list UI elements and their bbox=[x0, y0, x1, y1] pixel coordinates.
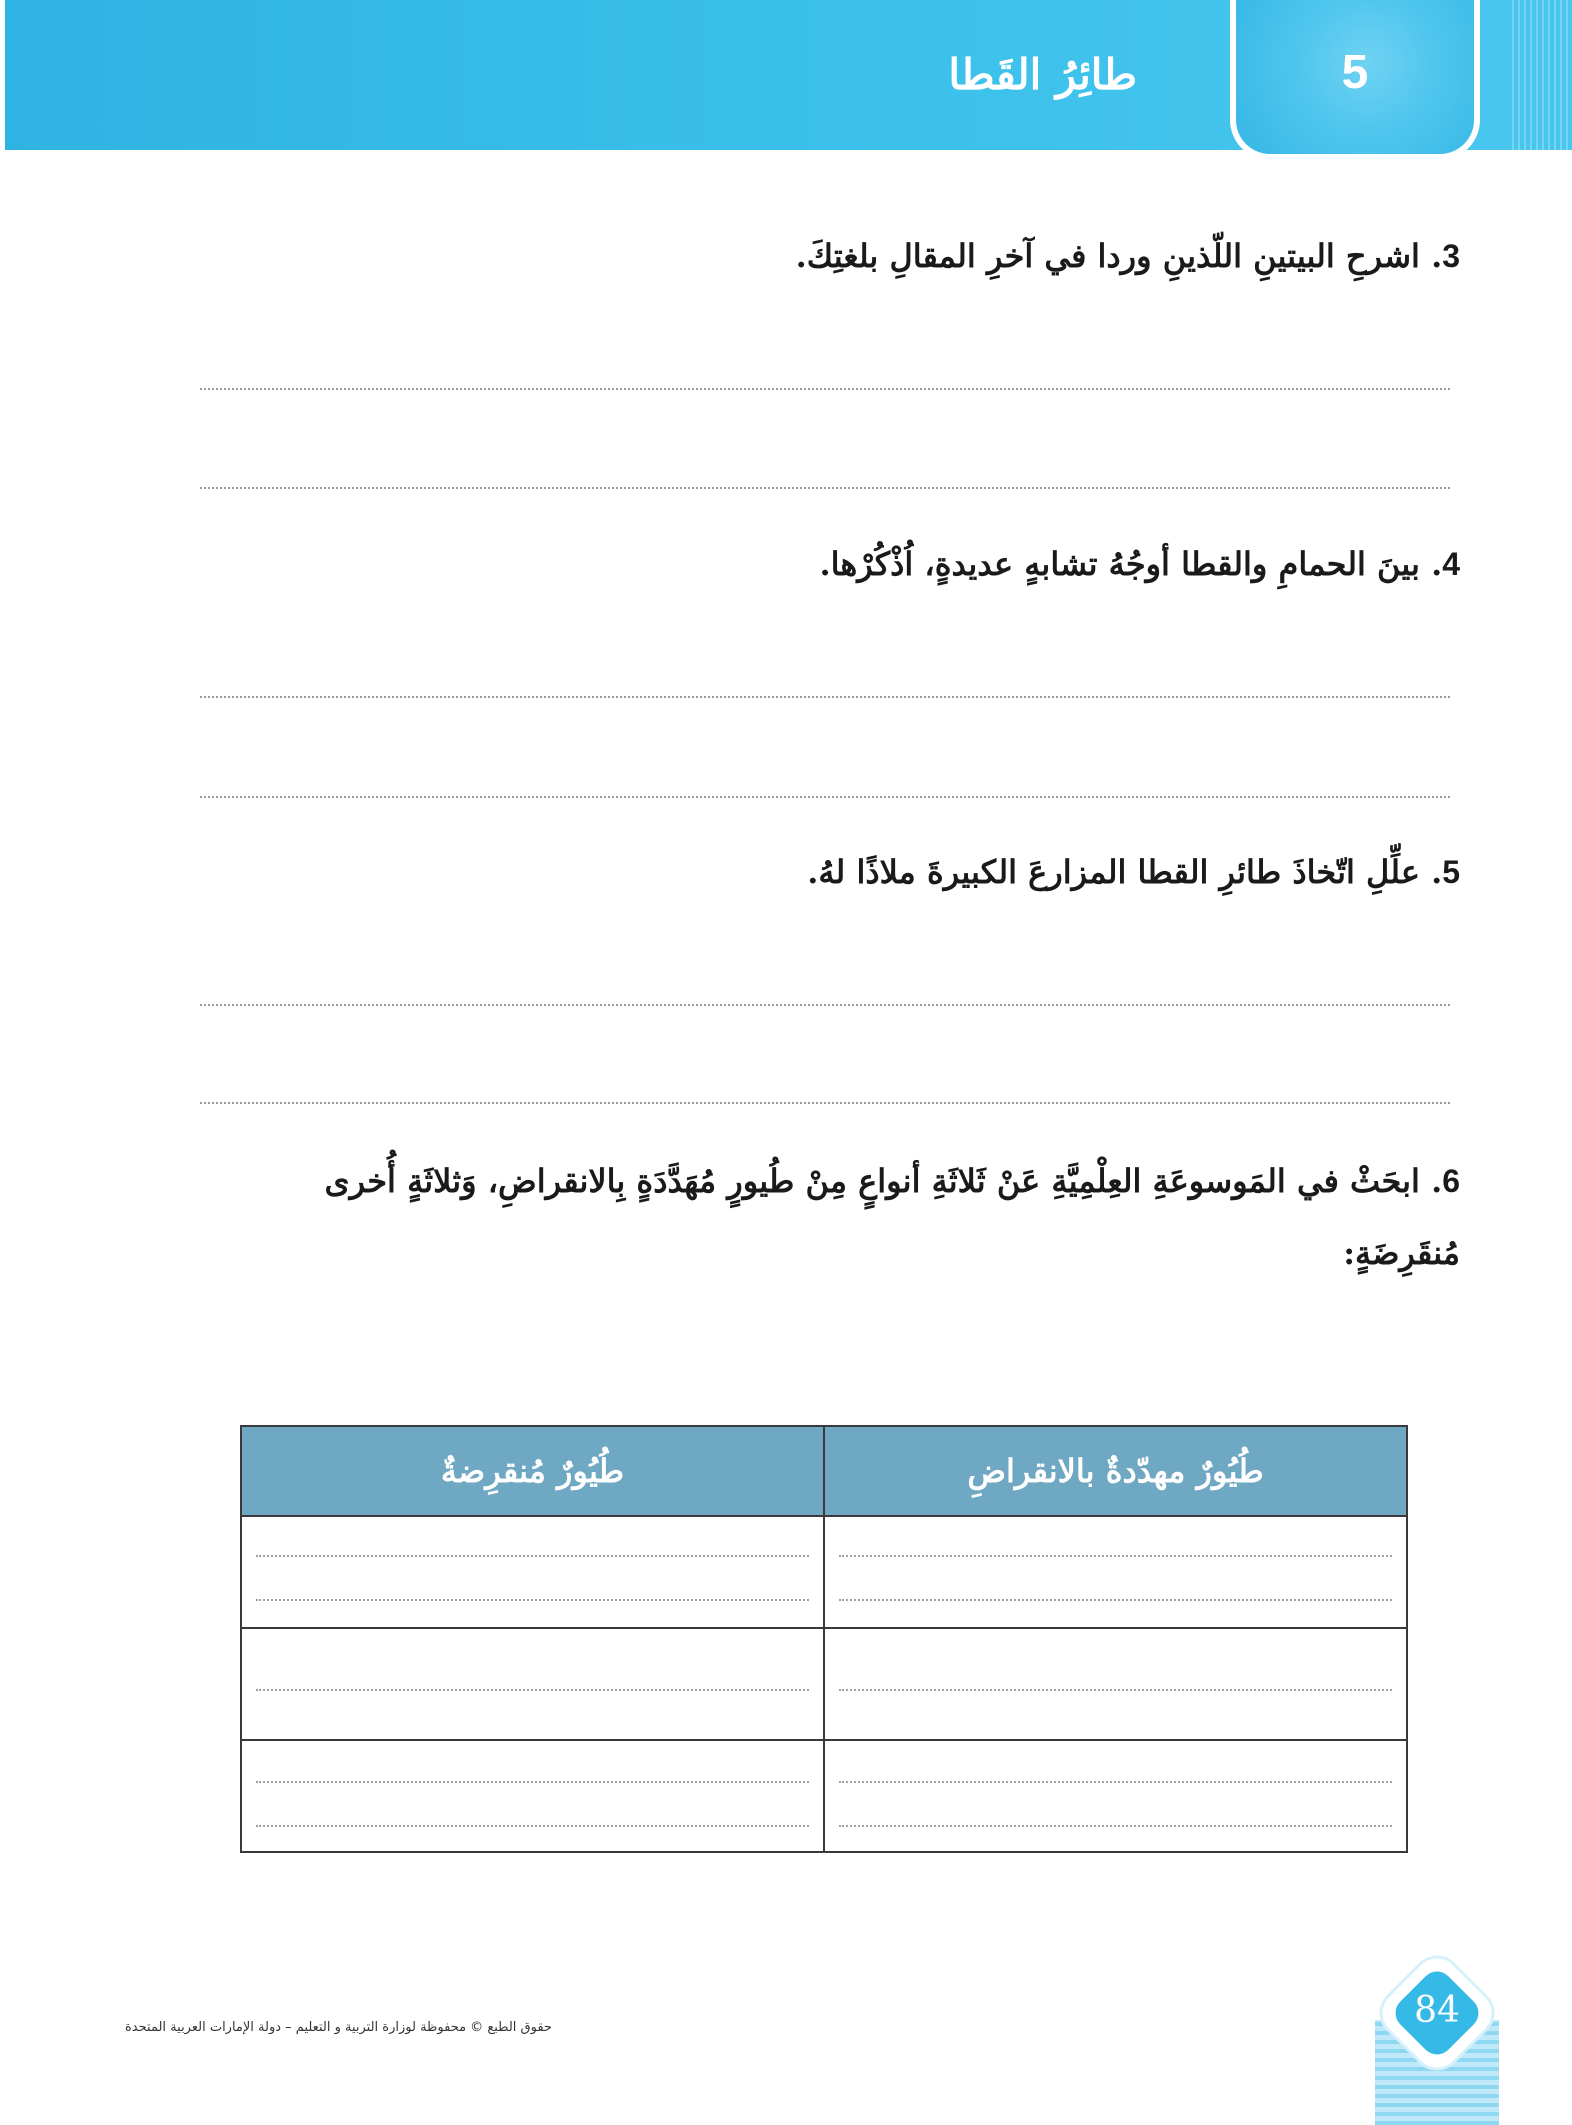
cell-answer-line bbox=[839, 1689, 1392, 1691]
question-text-line2: مُنقَرِضَةٍ: bbox=[1343, 1234, 1460, 1272]
page-number: 84 bbox=[1414, 1990, 1460, 2031]
table-row bbox=[241, 1628, 1407, 1740]
question-text: علِّلِ اتّخاذَ طائرِ القطا المزارعَ الكبيرةَ ملاذًا لهُ. bbox=[807, 853, 1420, 891]
question-text: ابحَثْ في المَوسوعَةِ العِلْمِيَّةِ عَنْ ثَلاثَةِ أنواعٍ مِنْ طُيورٍ مُهَدَّدَةٍ بِالانقراضِ، وَثلاثَةٍ أُخرى bbox=[324, 1162, 1420, 1200]
answer-line[interactable] bbox=[200, 388, 1450, 390]
endangered-cell[interactable] bbox=[824, 1516, 1407, 1628]
answer-line[interactable] bbox=[200, 796, 1450, 798]
cell-answer-line bbox=[839, 1599, 1392, 1601]
page-number-badge bbox=[1375, 1960, 1499, 2125]
answer-line[interactable] bbox=[200, 1102, 1450, 1104]
copyright-footer: حقوق الطبع © محفوظة لوزارة التربية و التعليم – دولة الإمارات العربية المتحدة bbox=[125, 2020, 552, 2035]
endangered-cell[interactable] bbox=[824, 1740, 1407, 1852]
answer-line[interactable] bbox=[200, 487, 1450, 489]
extinct-cell[interactable] bbox=[241, 1628, 824, 1740]
extinct-cell[interactable] bbox=[241, 1516, 824, 1628]
endangered-cell[interactable] bbox=[824, 1628, 1407, 1740]
cell-answer-line bbox=[839, 1555, 1392, 1557]
cell-answer-line bbox=[839, 1781, 1392, 1783]
cell-answer-line bbox=[839, 1825, 1392, 1827]
cell-answer-line bbox=[256, 1555, 809, 1557]
cell-answer-line bbox=[256, 1825, 809, 1827]
question-text: بينَ الحمامِ والقطا أوجُهُ تشابهٍ عديدةٍ، اُذْكُرْها. bbox=[819, 545, 1420, 583]
question-3: 3. اشرحِ البيتينِ اللّذينِ وردا في آخرِ المقالِ بلغتِكَ. bbox=[795, 237, 1460, 275]
birds-table bbox=[240, 1425, 1408, 1853]
question-number: 4 bbox=[1442, 546, 1460, 582]
header-extinct-birds: طُيُورٌ مُنقرِضةٌ bbox=[241, 1426, 824, 1516]
question-number: 5 bbox=[1442, 854, 1460, 890]
question-4: 4. بينَ الحمامِ والقطا أوجُهُ تشابهٍ عديدةٍ، اُذْكُرْها. bbox=[819, 545, 1460, 583]
question-number: 3 bbox=[1442, 238, 1460, 274]
table-header-row bbox=[241, 1426, 1407, 1516]
unit-title: طائِرُ القَطا bbox=[948, 50, 1137, 99]
question-6: 6. ابحَثْ في المَوسوعَةِ العِلْمِيَّةِ عَنْ ثَلاثَةِ أنواعٍ مِنْ طُيورٍ مُهَدَّدَةٍ بِالانقراضِ، وَثلاثَةٍ أُخرى مُنقَرِضَةٍ: bbox=[324, 1162, 1460, 1272]
table-row bbox=[241, 1516, 1407, 1628]
extinct-cell[interactable] bbox=[241, 1740, 824, 1852]
unit-number: 5 bbox=[1341, 46, 1369, 99]
answer-line[interactable] bbox=[200, 696, 1450, 698]
question-5: 5. علِّلِ اتّخاذَ طائرِ القطا المزارعَ الكبيرةَ ملاذًا لهُ. bbox=[807, 853, 1460, 891]
cell-answer-line bbox=[256, 1599, 809, 1601]
question-number: 6 bbox=[1442, 1163, 1460, 1199]
question-text: اشرحِ البيتينِ اللّذينِ وردا في آخرِ المقالِ بلغتِكَ. bbox=[795, 237, 1420, 275]
header-endangered-birds: طُيُورٌ مهدّدةٌ بالانقراضِ bbox=[824, 1426, 1407, 1516]
cell-answer-line bbox=[256, 1689, 809, 1691]
table-row bbox=[241, 1740, 1407, 1852]
answer-line[interactable] bbox=[200, 1004, 1450, 1006]
cell-answer-line bbox=[256, 1781, 809, 1783]
